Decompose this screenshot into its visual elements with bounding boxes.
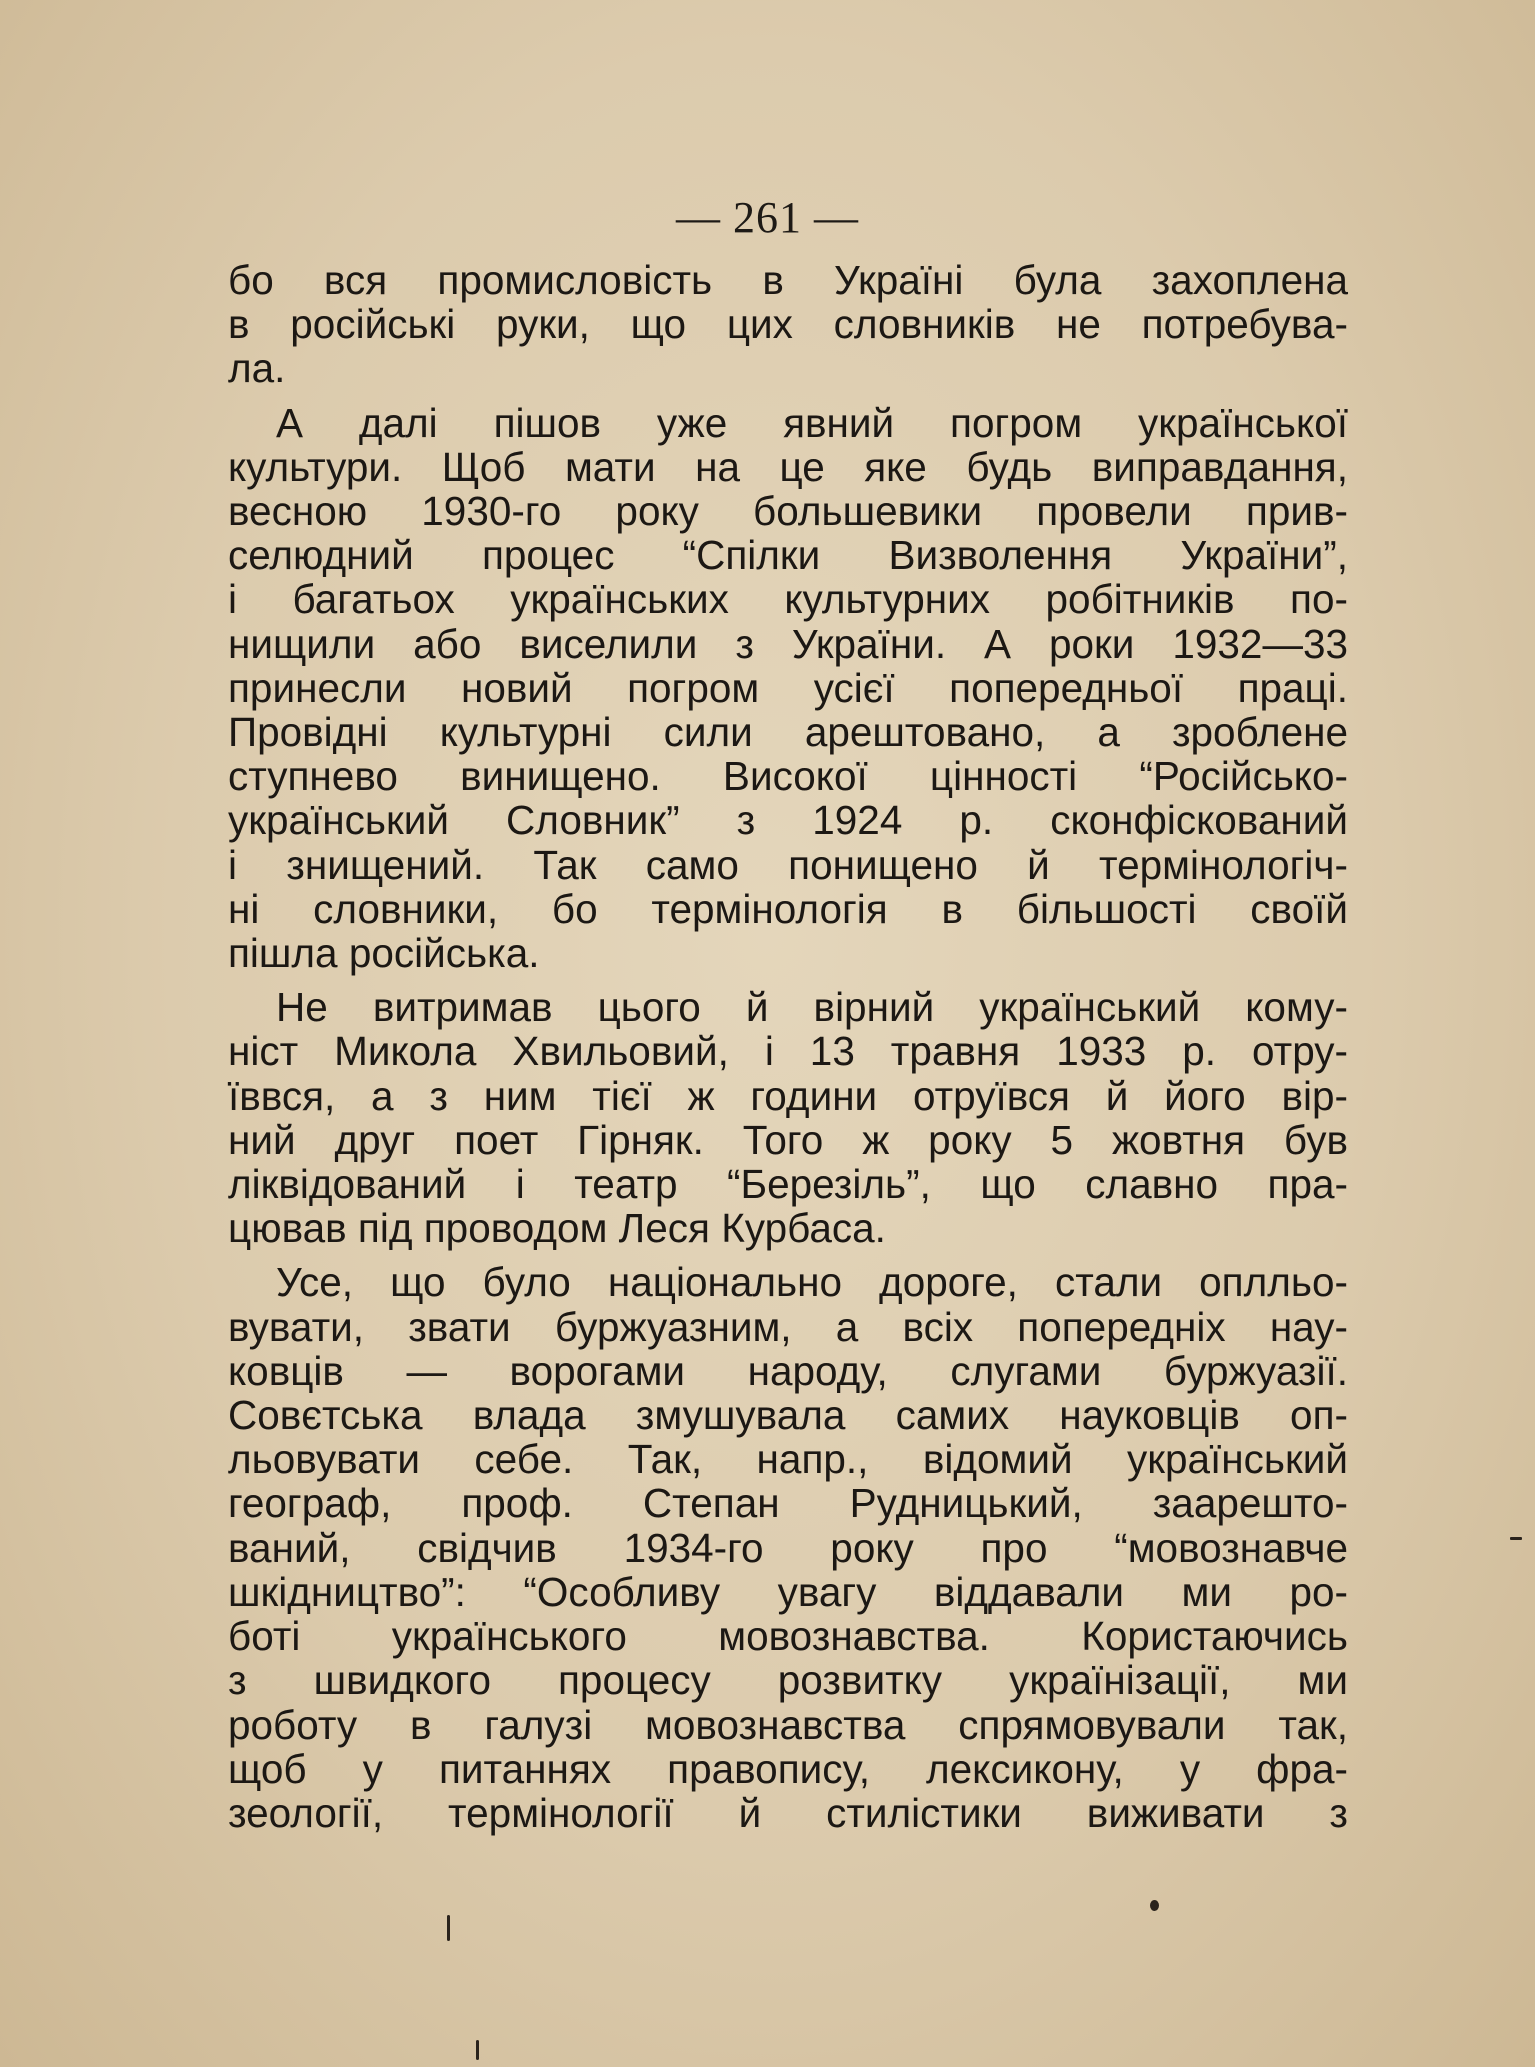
text-line: український Словник” з 1924 р. сконфіскований <box>228 797 1348 844</box>
text-line: в російські руки, що цих словників не потребува- <box>228 301 1348 348</box>
text-line: з швидкого процесу розвитку українізації, ми <box>228 1657 1348 1704</box>
text-line: бо вся промисловість в Україні була захоплена <box>228 257 1348 303</box>
text-line: щоб у питаннях правопису, лексикону, у фра- <box>228 1745 1348 1792</box>
text-line: льовувати себе. Так, напр., відомий український <box>228 1436 1348 1483</box>
text-line: шкідництво”: “Особливу увагу віддавали ми ро- <box>228 1568 1348 1615</box>
text-line: ковців — ворогами народу, слугами буржуазії. <box>228 1347 1348 1394</box>
ink-speck <box>447 1915 450 1941</box>
paragraph-3 <box>228 985 1348 1250</box>
text-line: Провідні культурні сили арештовано, а зроблене <box>228 709 1348 756</box>
text-line: ступнево винищено. Високої цінності “Російсько- <box>228 753 1348 800</box>
text-line: ліквідований і театр “Березіль”, що славно пра- <box>228 1161 1348 1208</box>
page-number: — 261 — <box>676 193 859 242</box>
text-line: ні словники, бо термінологія в більшості своїй <box>228 885 1348 932</box>
paragraph-2 <box>228 401 1348 976</box>
text-line: Не витримав цього й вірний український кому- <box>276 984 1348 1031</box>
text-line: географ, проф. Степан Рудницький, заарешто- <box>228 1480 1348 1527</box>
text-line: принесли новий погром усієї попередньої праці. <box>228 664 1348 711</box>
text-line: їввся, а з ним тієї ж години отруївся й його вір- <box>228 1072 1348 1119</box>
body-text <box>228 258 1348 1845</box>
text-line: вувати, звати буржуазним, а всіх попередніх нау- <box>228 1303 1348 1350</box>
text-line: Усе, що було національно дороге, стали оплльо- <box>276 1259 1348 1306</box>
text-line: А далі пішов уже явний погром української <box>276 399 1348 446</box>
paragraph-1 <box>228 258 1348 391</box>
text-line: весною 1930-го року большевики провели прив- <box>228 488 1348 535</box>
text-line: селюдний процес “Спілки Визволення України”, <box>228 532 1348 579</box>
text-line: боті українського мовознавства. Користаючись <box>228 1613 1348 1660</box>
text-line: ла. <box>228 345 286 392</box>
text-line: Совєтська влада змушувала самих науковців оп- <box>228 1392 1348 1439</box>
text-line: пішла російська. <box>228 930 540 977</box>
text-line: зеології, термінології й стилістики виживати з <box>228 1789 1348 1836</box>
text-line: і знищений. Так само понищено й термінологіч- <box>228 841 1348 888</box>
text-line: роботу в галузі мовознавства спрямовували так, <box>228 1701 1348 1748</box>
text-line: ніст Микола Хвильовий, і 13 травня 1933 р. отру- <box>228 1028 1348 1075</box>
paragraph-4 <box>228 1260 1348 1835</box>
text-line: культури. Щоб мати на це яке будь виправдання, <box>228 443 1348 490</box>
text-line: ний друг поет Гірняк. Того ж року 5 жовтня був <box>228 1116 1348 1163</box>
ink-speck <box>476 2040 479 2060</box>
text-line: ваний, свідчив 1934-го року про “мовознавче <box>228 1524 1348 1571</box>
text-line: нищили або виселили з України. А роки 1932—33 <box>228 620 1348 667</box>
text-line: і багатьох українських культурних робітників по- <box>228 576 1348 623</box>
ink-speck <box>1510 1537 1522 1540</box>
text-line: цював під проводом Леся Курбаса. <box>228 1205 886 1252</box>
ink-speck <box>1150 1900 1159 1911</box>
